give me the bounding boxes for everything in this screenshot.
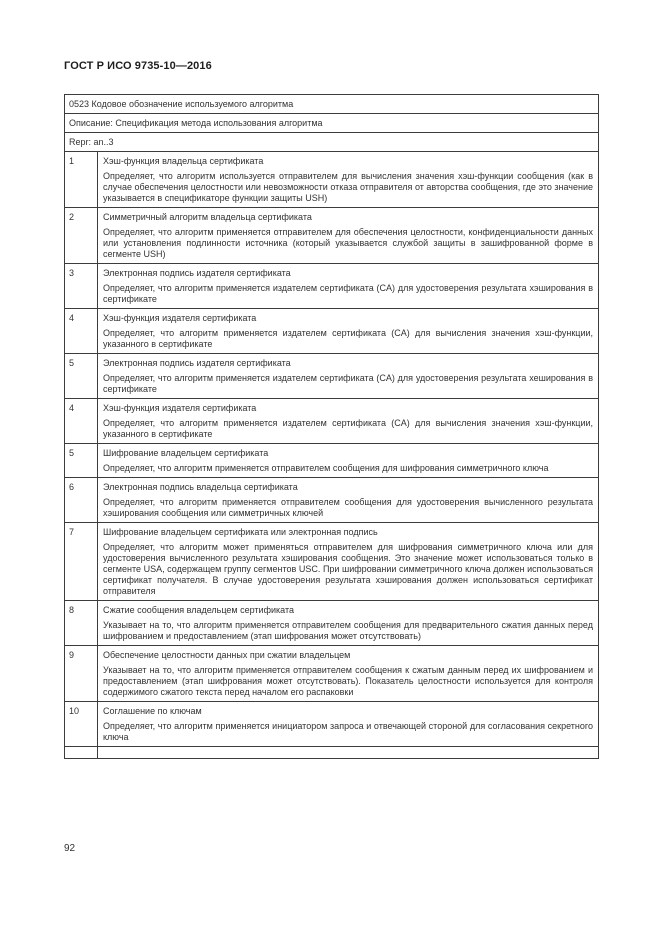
row-title: Шифрование владельцем сертификата или электронная подпись (103, 527, 378, 537)
page-number: 92 (64, 843, 76, 854)
row-code: 6 (65, 478, 98, 523)
row-description: Определяет, что алгоритм применяется издателем сертификата (CA) для удостоверения результата хэширования в сертификате (103, 283, 593, 304)
row-body (98, 444, 599, 478)
row-description: Указывает на то, что алгоритм применяется отправителем сообщения для предварительного сжатия данных перед шифрованием и предоставлением (этап шифрования может отсутствовать) (103, 620, 593, 641)
table-row (65, 601, 599, 646)
row-body (98, 152, 599, 208)
table-description: Описание: Спецификация метода использования алгоритма (65, 114, 599, 133)
row-title: Симметричный алгоритм владельца сертификата (103, 212, 312, 222)
row-description: Определяет, что алгоритм применяется издателем сертификата (CA) для вычисления значения хэш-функции, указанного в сертификате (103, 328, 593, 349)
table-note: Repr: an..3 (65, 133, 599, 152)
row-description: Определяет, что алгоритм применяется отправителем сообщения для удостоверения вычисленного результата хэширования сообщения или симметричных ключей (103, 497, 593, 518)
table-title-row (65, 95, 599, 114)
row-code: 4 (65, 309, 98, 354)
row-body (98, 747, 599, 759)
document-header: ГОСТ Р ИСО 9735-10—2016 (64, 60, 212, 72)
row-code: 2 (65, 208, 98, 264)
row-code: 9 (65, 646, 98, 702)
row-description: Определяет, что алгоритм применяется издателем сертификата (CA) для удостоверения результата хеширования в сертификате (103, 373, 593, 394)
row-description: Определяет, что алгоритм применяется издателем сертификата (CA) для вычисления значения хэш-функции, указанного в сертификате (103, 418, 593, 439)
row-body (98, 523, 599, 601)
row-description: Определяет, что алгоритм применяется отправителем сообщения для шифрования симметричного ключа (103, 463, 549, 473)
table-row (65, 702, 599, 747)
table-row (65, 478, 599, 523)
row-body (98, 354, 599, 399)
row-description: Определяет, что алгоритм применяется отправителем для обеспечения целостности, конфиденциальности данных или установления подлинности источника (который указывается службой защиты в зашифрованной форме в сегменте USH) (103, 227, 593, 259)
row-code: 4 (65, 399, 98, 444)
row-description: Указывает на то, что алгоритм применяется отправителем сообщения к сжатым данным перед их шифрованием и предоставлением (этап шифрования может отсутствовать). Показатель целостности используется для контроля содержимого сжатого текста перед началом его распаковки (103, 665, 593, 697)
row-code: 3 (65, 264, 98, 309)
row-description: Определяет, что алгоритм используется отправителем для вычисления значения хэш-функции сообщения (как в случае обеспечения целостности или невозможности отказа отправителя от авторства сообщения, где это значение указывается в спецификаторе функции защиты USH) (103, 171, 593, 203)
table-row (65, 747, 599, 759)
row-body (98, 702, 599, 747)
table-description-row (65, 114, 599, 133)
table-row (65, 152, 599, 208)
row-code: 8 (65, 601, 98, 646)
row-title: Электронная подпись владельца сертификата (103, 482, 298, 492)
row-body (98, 208, 599, 264)
table-row (65, 646, 599, 702)
row-code (65, 747, 98, 759)
table-row (65, 523, 599, 601)
row-title: Сжатие сообщения владельцем сертификата (103, 605, 294, 615)
row-title: Соглашение по ключам (103, 706, 202, 716)
row-title: Хэш-функция издателя сертификата (103, 403, 257, 413)
row-code: 7 (65, 523, 98, 601)
row-body (98, 264, 599, 309)
row-title: Электронная подпись издателя сертификата (103, 358, 291, 368)
row-description: Определяет, что алгоритм может применяться отправителем для шифрования симметричного ключа или для удостоверения вычисленного результата хэширования сообщения. Это значение может использоваться только в сегменте USA, содержащем группу сегментов USC. При шифровании симметричного ключа должен использоваться сертификат получателя. В случае удостоверения результата хэширования должен использоваться сертификат отправителя (103, 542, 593, 596)
table-row (65, 264, 599, 309)
row-code: 5 (65, 354, 98, 399)
row-body (98, 478, 599, 523)
row-title: Шифрование владельцем сертификата (103, 448, 269, 458)
row-description: Определяет, что алгоритм применяется инициатором запроса и отвечающей стороной для согласования секретного ключа (103, 721, 593, 742)
row-code: 1 (65, 152, 98, 208)
row-code: 10 (65, 702, 98, 747)
row-title: Электронная подпись издателя сертификата (103, 268, 291, 278)
table-row (65, 399, 599, 444)
row-body (98, 309, 599, 354)
algorithm-code-table (64, 94, 599, 759)
row-body (98, 601, 599, 646)
row-code: 5 (65, 444, 98, 478)
table-note-row (65, 133, 599, 152)
table-row (65, 444, 599, 478)
table-title: 0523 Кодовое обозначение используемого алгоритма (65, 95, 599, 114)
row-body (98, 646, 599, 702)
table-row (65, 208, 599, 264)
table-row (65, 309, 599, 354)
row-title: Обеспечение целостности данных при сжатии владельцем (103, 650, 351, 660)
row-body (98, 399, 599, 444)
row-title: Хэш-функция владельца сертификата (103, 156, 264, 166)
row-title: Хэш-функция издателя сертификата (103, 313, 257, 323)
table-row (65, 354, 599, 399)
